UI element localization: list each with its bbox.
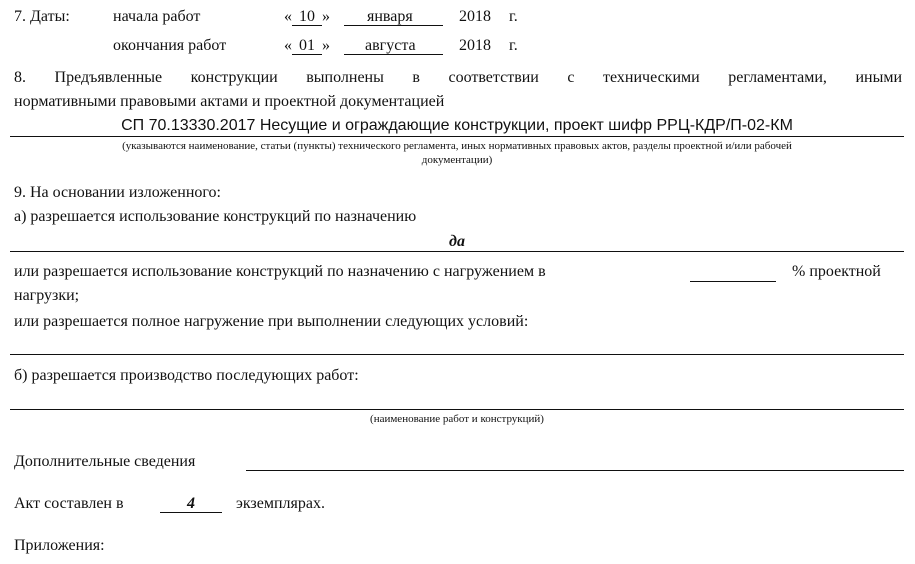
end-open-quote: « [284, 37, 292, 54]
start-day: 10 [299, 8, 315, 25]
copies-underline [160, 512, 222, 513]
start-day-underline [292, 25, 322, 26]
start-month-underline [344, 25, 443, 26]
section8-caption-line2: документации) [421, 154, 493, 166]
start-date-label: начала работ [113, 8, 201, 25]
section8-value: СП 70.13330.2017 Несущие и ограждающие конструкции, проект шифр РРЦ-КДР/П-02-КМ [121, 117, 793, 134]
additional-label: Дополнительные сведения [14, 453, 196, 470]
section9-a-label: а) разрешается использование конструкций по назначению [14, 208, 417, 225]
section9-a-underline [10, 251, 904, 252]
section9-load-line2: нагрузки; [14, 287, 80, 304]
section9-full-load: или разрешается полное нагружение при выполнении следующих условий: [14, 313, 529, 330]
additional-underline [246, 470, 904, 471]
section9-heading: 9. На основании изложенного: [14, 184, 221, 201]
end-month-underline [344, 54, 443, 55]
load-percent-underline [690, 281, 776, 282]
copies-prefix: Акт составлен в [14, 495, 124, 512]
section9-load-suffix: % проектной [792, 263, 881, 280]
section9-b-label: б) разрешается производство последующих работ: [14, 367, 359, 384]
end-day: 01 [299, 37, 315, 54]
section9-load-text: или разрешается использование конструкций по назначению с нагружением в [14, 263, 546, 280]
attachments-label: Приложения: [14, 537, 105, 554]
end-date-label: окончания работ [113, 37, 227, 54]
end-year-suffix: г. [509, 37, 518, 54]
section8-line1: 8. Предъявленные конструкции выполнены в соответствии с техническими регламентами, иными [14, 69, 902, 86]
end-month: августа [365, 37, 416, 54]
conditions-underline [10, 354, 904, 355]
start-year: 2018 [459, 8, 491, 25]
end-close-quote: » [322, 37, 330, 54]
section8-value-underline [10, 136, 904, 137]
end-day-underline [292, 54, 322, 55]
copies-count: 4 [187, 495, 195, 512]
start-close-quote: » [322, 8, 330, 25]
works-underline [10, 409, 904, 410]
section8-line2: нормативными правовыми актами и проектной документацией [14, 93, 445, 110]
end-year: 2018 [459, 37, 491, 54]
section9-a-value: да [449, 233, 465, 250]
start-year-suffix: г. [509, 8, 518, 25]
start-open-quote: « [284, 8, 292, 25]
section8-caption-line1: (указываются наименование, статьи (пункты) технического регламента, иных нормативных правовых актов, разделы проектной и/или рабочей [122, 140, 792, 152]
start-month: января [367, 8, 413, 25]
dates-label: 7. Даты: [14, 8, 70, 25]
section9-b-caption: (наименование работ и конструкций) [370, 413, 544, 425]
copies-suffix: экземплярах. [236, 495, 325, 512]
